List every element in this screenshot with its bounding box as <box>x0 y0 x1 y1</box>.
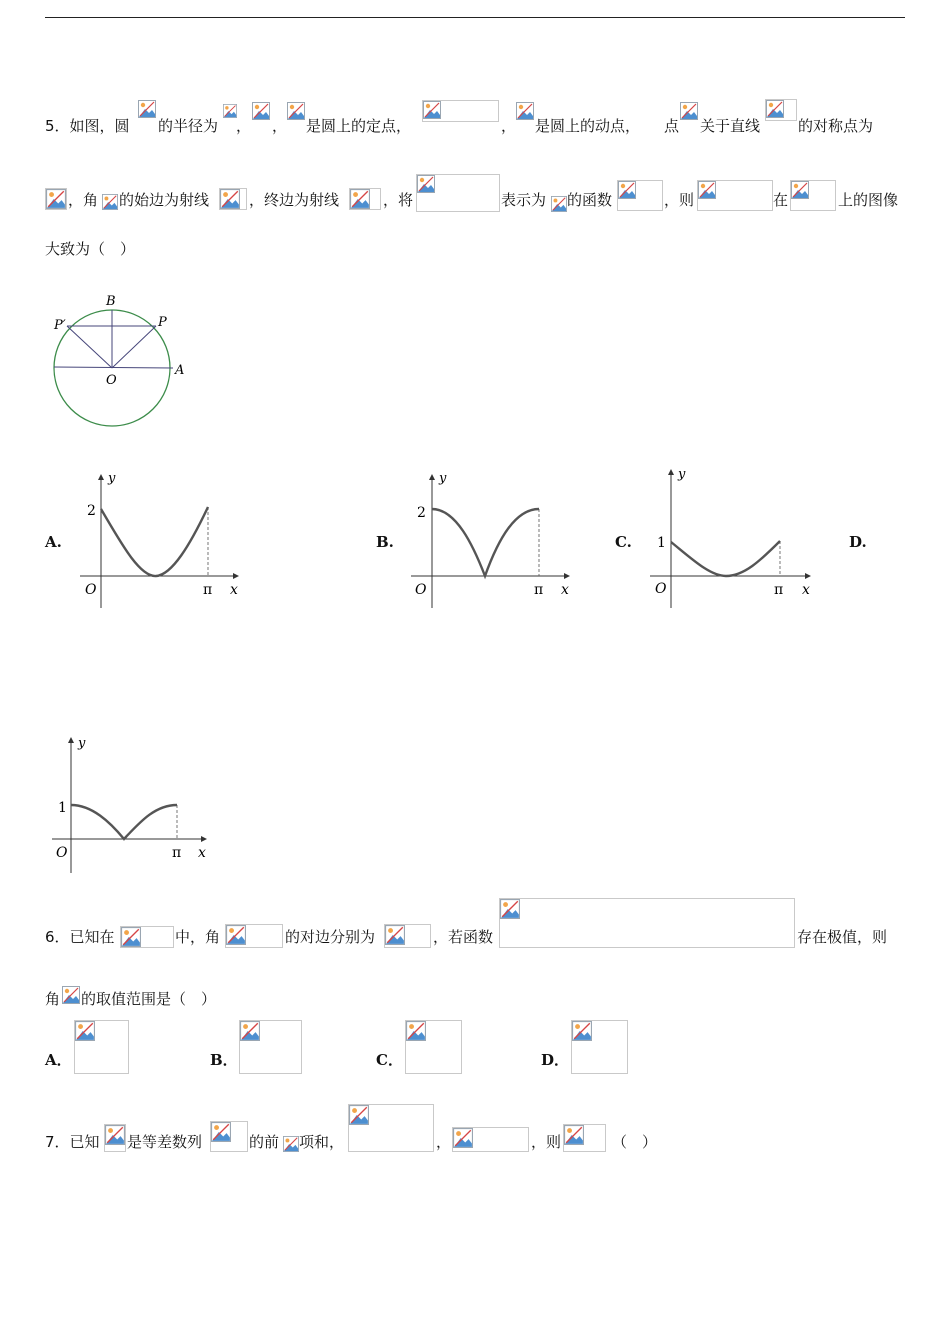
q7-text: 是等差数列 <box>127 1133 203 1151</box>
axis-x: x <box>198 845 206 861</box>
formula-image <box>210 1121 248 1152</box>
broken-image-icon <box>121 927 141 947</box>
q6-option-d-label[interactable]: D． <box>541 1051 570 1069</box>
q5-text: ，将 <box>383 191 414 209</box>
q5-text: ，终边为射线 <box>249 191 340 209</box>
q5-text: 的函数 <box>567 191 613 209</box>
q5-text: 5．如图，圆 <box>45 117 130 135</box>
q5-text: ， <box>501 117 517 135</box>
tick-x: π <box>534 582 544 598</box>
q6-option-c-image[interactable] <box>405 1020 462 1074</box>
q5-text: 的半径为 <box>158 117 219 135</box>
formula-image <box>219 188 247 210</box>
broken-image-icon <box>226 925 246 945</box>
option-c-label[interactable]: C. <box>615 533 632 551</box>
q6-option-c-label[interactable]: C． <box>376 1051 403 1069</box>
broken-image-icon <box>516 102 534 120</box>
broken-image-icon <box>423 101 441 119</box>
q5-text: 的对称点为 <box>798 117 874 135</box>
broken-image-icon <box>500 899 520 919</box>
tick-y: 1 <box>657 535 666 551</box>
broken-image-icon <box>680 102 698 120</box>
axis-y: y <box>678 467 686 482</box>
q5-text: 大致为（ ） <box>45 240 136 258</box>
point-label-a: A <box>175 363 185 378</box>
q6-option-d-image[interactable] <box>571 1020 628 1074</box>
q7-text: 7．已知 <box>45 1133 100 1151</box>
formula-image <box>563 1124 606 1152</box>
graph-option-d <box>40 730 215 875</box>
broken-image-icon <box>551 196 567 212</box>
formula-image <box>384 924 431 948</box>
broken-image-icon <box>240 1021 260 1041</box>
q6-text: 的对边分别为 <box>285 928 376 946</box>
broken-image-icon <box>105 1125 125 1145</box>
q5-text: 的始边为射线 <box>119 191 210 209</box>
formula-image <box>349 188 381 210</box>
option-b-label[interactable]: B. <box>376 533 394 551</box>
point-label-o: O <box>106 373 117 388</box>
broken-image-icon <box>252 102 270 120</box>
broken-image-icon <box>46 189 66 209</box>
formula-image <box>452 1127 529 1152</box>
broken-image-icon <box>62 986 80 1004</box>
q5-text: 上的图像 <box>838 191 899 209</box>
q7-text: （ ） <box>612 1133 658 1151</box>
q5-text: ，角 <box>68 191 99 209</box>
axis-y: y <box>78 736 86 751</box>
axis-x: x <box>802 582 810 598</box>
formula-image <box>416 174 500 212</box>
formula-image <box>225 924 283 948</box>
q6-text: 的取值范围是（ ） <box>81 990 217 1008</box>
tick-x: π <box>203 582 213 598</box>
q6-option-a-label[interactable]: A． <box>45 1051 72 1069</box>
formula-image <box>62 986 82 1006</box>
q6-text: 角 <box>45 990 61 1008</box>
formula-image <box>223 102 237 120</box>
formula-image <box>45 188 67 210</box>
formula-image <box>551 196 567 212</box>
axis-x: x <box>561 582 569 598</box>
broken-image-icon <box>102 194 118 210</box>
broken-image-icon <box>791 181 809 199</box>
q5-text: ， <box>272 117 288 135</box>
tick-x: π <box>172 845 182 861</box>
broken-image-icon <box>220 189 240 209</box>
point-label-p-prime: P′ <box>54 318 66 333</box>
q7-text: ，则 <box>531 1133 562 1151</box>
axis-y: y <box>439 471 447 486</box>
broken-image-icon <box>406 1021 426 1041</box>
broken-image-icon <box>417 175 435 193</box>
q7-text: 的前 <box>249 1133 280 1151</box>
broken-image-icon <box>453 1128 473 1148</box>
broken-image-icon <box>223 102 237 120</box>
origin: O <box>415 582 427 598</box>
formula-image <box>287 102 307 122</box>
graph-option-b <box>401 465 576 610</box>
tick-x: π <box>774 582 784 598</box>
option-a-label[interactable]: A. <box>45 533 62 551</box>
broken-image-icon <box>350 189 370 209</box>
tick-y: 2 <box>87 503 96 519</box>
q7-text: 项和， <box>299 1133 345 1151</box>
formula-image <box>104 1124 126 1152</box>
formula-image <box>790 180 836 211</box>
tick-y: 2 <box>417 505 426 521</box>
q7-text: ， <box>436 1133 452 1151</box>
point-label-p: P <box>158 315 167 330</box>
broken-image-icon <box>283 1136 299 1152</box>
top-rule <box>45 17 905 18</box>
formula-image <box>516 102 536 122</box>
formula-image <box>697 180 773 211</box>
broken-image-icon <box>618 181 636 199</box>
broken-image-icon <box>766 100 784 118</box>
formula-image <box>617 180 663 211</box>
q5-text: 是圆上的动点， <box>535 117 641 135</box>
broken-image-icon <box>572 1021 592 1041</box>
axis-x: x <box>230 582 238 598</box>
formula-image <box>499 898 795 948</box>
q5-text: 关于直线 <box>700 117 761 135</box>
q5-text: 表示为 <box>501 191 547 209</box>
broken-image-icon <box>385 925 405 945</box>
origin: O <box>85 582 97 598</box>
q5-text: 点 <box>664 117 680 135</box>
q6-option-b-label[interactable]: B． <box>210 1051 238 1069</box>
broken-image-icon <box>138 100 156 118</box>
broken-image-icon <box>564 1125 584 1145</box>
point-label-b: B <box>106 294 116 309</box>
q6-text: 6．已知在 <box>45 928 115 946</box>
formula-image <box>422 100 499 122</box>
formula-image <box>765 99 797 121</box>
q6-text: ，若函数 <box>433 928 494 946</box>
formula-image <box>102 194 120 212</box>
graph-option-a <box>70 465 245 610</box>
option-d-label[interactable]: D. <box>849 533 867 551</box>
q6-option-a-image[interactable] <box>74 1020 129 1074</box>
graph-option-c <box>640 465 815 610</box>
q5-text: 是圆上的定点， <box>306 117 412 135</box>
formula-image <box>252 102 272 122</box>
broken-image-icon <box>698 181 716 199</box>
q6-option-b-image[interactable] <box>239 1020 302 1074</box>
q5-text: ， <box>236 117 252 135</box>
q6-text: 中，角 <box>175 928 221 946</box>
broken-image-icon <box>211 1122 231 1142</box>
q5-text: ，则 <box>664 191 695 209</box>
broken-image-icon <box>75 1021 95 1041</box>
broken-image-icon <box>349 1105 369 1125</box>
formula-image <box>348 1104 434 1152</box>
q5-text: 在 <box>773 191 789 209</box>
axis-y: y <box>108 471 116 486</box>
formula-image <box>283 1136 299 1152</box>
formula-image <box>120 926 174 948</box>
q6-text: 存在极值，则 <box>797 928 888 946</box>
formula-image <box>138 100 158 120</box>
broken-image-icon <box>287 102 305 120</box>
origin: O <box>56 845 68 861</box>
origin: O <box>655 581 667 597</box>
tick-y: 1 <box>58 800 67 816</box>
formula-image <box>680 102 700 122</box>
circle-diagram <box>45 288 195 433</box>
